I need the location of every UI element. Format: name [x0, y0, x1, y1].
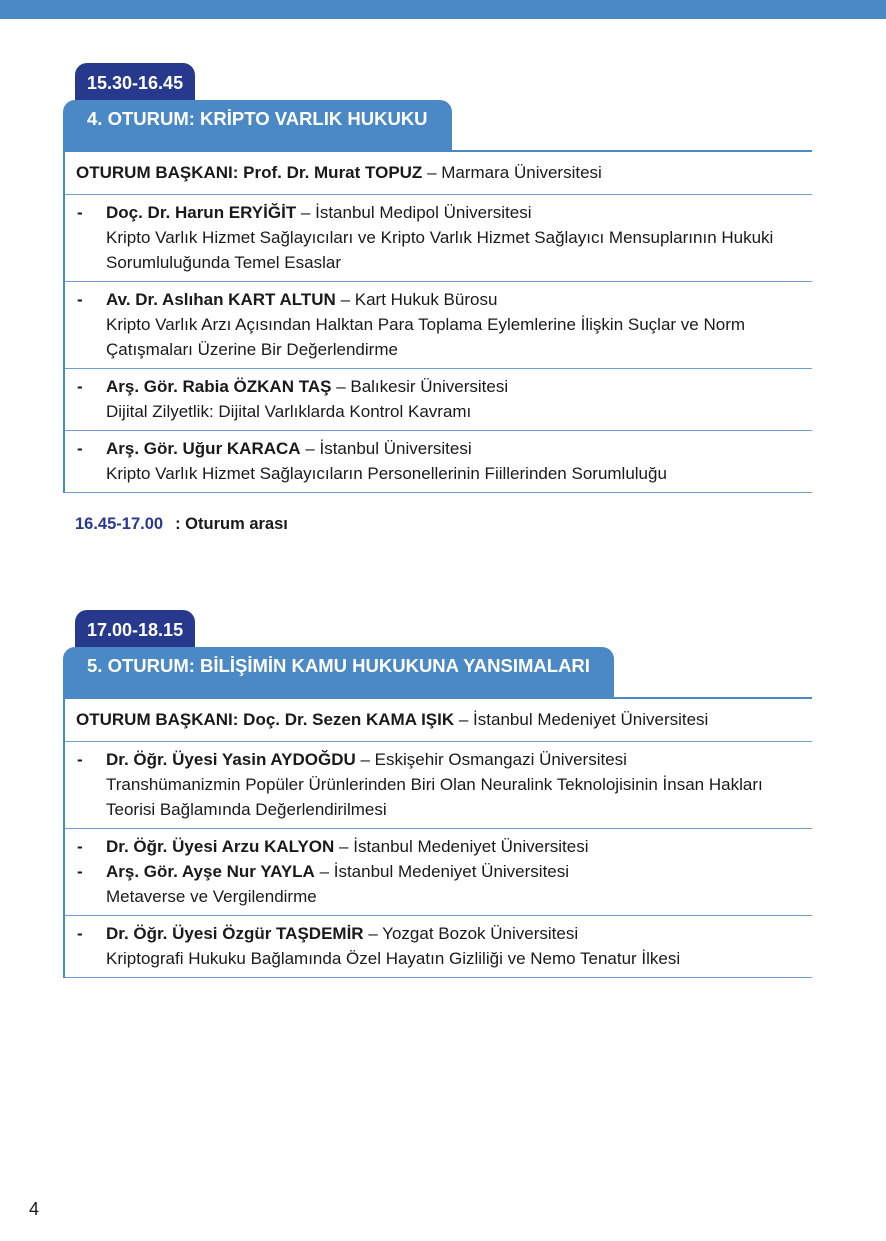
- talk-row: [65, 369, 812, 431]
- chair-row: [65, 152, 812, 195]
- speaker-line: [65, 374, 812, 399]
- talk-title-line: Kripto Varlık Arzı Açısından Halktan Para Toplama Eylemlerine İlişkin Suçlar ve Norm: [106, 315, 746, 334]
- speaker-name: Arş. Gör. Rabia ÖZKAN TAŞ: [106, 377, 332, 396]
- session-title-tab: 4. OTURUM: KRİPTO VARLIK HUKUKU: [63, 100, 452, 150]
- talk-title-line: Çatışmaları Üzerine Bir Değerlendirme: [106, 340, 398, 359]
- speaker-name: Dr. Öğr. Üyesi Yasin AYDOĞDU: [106, 750, 356, 769]
- session-table: [63, 150, 812, 493]
- talk-title-line: Kriptografi Hukuku Bağlamında Özel Hayatın Gizliliği ve Nemo Tenatur İlkesi: [106, 949, 681, 968]
- dash-bullet: -: [77, 924, 83, 943]
- chair-label: OTURUM BAŞKANI:: [76, 163, 239, 182]
- speaker-name: Dr. Öğr. Üyesi Özgür TAŞDEMİR: [106, 924, 364, 943]
- talk-title-line: Sorumluluğunda Temel Esaslar: [106, 253, 341, 272]
- session-time-tab: 15.30-16.45: [75, 63, 195, 101]
- chair-label: OTURUM BAŞKANI:: [76, 710, 239, 729]
- break-time: 16.45-17.00: [75, 515, 164, 533]
- dash-bullet: -: [77, 837, 83, 856]
- speaker-affiliation: – İstanbul Medipol Üniversitesi: [300, 203, 532, 222]
- page-number: 4: [29, 1199, 40, 1219]
- session-table: [63, 697, 812, 978]
- speaker-affiliation: – İstanbul Medeniyet Üniversitesi: [339, 837, 589, 856]
- talk-title-line: Kripto Varlık Hizmet Sağlayıcıları ve Kripto Varlık Hizmet Sağlayıcı Mensuplarının Hukuki: [106, 228, 774, 247]
- speaker-name: Doç. Dr. Harun ERYİĞİT: [106, 203, 297, 222]
- speaker-affiliation: – Yozgat Bozok Üniversitesi: [368, 924, 579, 943]
- talk-row: [65, 431, 812, 493]
- dash-bullet: -: [77, 203, 83, 222]
- speaker-line: [65, 436, 812, 461]
- talk-title-line: Dijital Zilyetlik: Dijital Varlıklarda Kontrol Kavramı: [106, 402, 472, 421]
- speaker-name: Av. Dr. Aslıhan KART ALTUN: [106, 290, 336, 309]
- break-note: [75, 515, 288, 534]
- speaker-name: Dr. Öğr. Üyesi Arzu KALYON: [106, 837, 335, 856]
- speaker-line: [65, 859, 812, 884]
- chair-affiliation: – İstanbul Medeniyet Üniversitesi: [458, 710, 709, 729]
- speaker-affiliation: – Eskişehir Osmangazi Üniversitesi: [360, 750, 627, 769]
- break-label: : Oturum arası: [175, 515, 288, 533]
- talk-title-line: Metaverse ve Vergilendirme: [106, 887, 317, 906]
- session-time-tab: 17.00-18.15: [75, 610, 195, 648]
- speaker-affiliation: – İstanbul Medeniyet Üniversitesi: [319, 862, 570, 881]
- speaker-line: [65, 747, 812, 772]
- talk-row: [65, 916, 812, 978]
- dash-bullet: -: [77, 290, 83, 309]
- talk-row: [65, 195, 812, 282]
- dash-bullet: -: [77, 377, 83, 396]
- speaker-line: [65, 921, 812, 946]
- talk-row: [65, 282, 812, 369]
- speaker-name: Arş. Gör. Ayşe Nur YAYLA: [106, 862, 315, 881]
- top-color-bar: [0, 0, 886, 19]
- speaker-line: [65, 200, 812, 225]
- speaker-affiliation: – Balıkesir Üniversitesi: [336, 377, 509, 396]
- chair-row: [65, 699, 812, 742]
- talk-row: [65, 742, 812, 829]
- speaker-affiliation: – Kart Hukuk Bürosu: [340, 290, 498, 309]
- chair-name: Doç. Dr. Sezen KAMA IŞIK: [243, 710, 455, 729]
- talk-row: [65, 829, 812, 916]
- chair-name: Prof. Dr. Murat TOPUZ: [243, 163, 423, 182]
- speaker-name: Arş. Gör. Uğur KARACA: [106, 439, 301, 458]
- speaker-affiliation: – İstanbul Üniversitesi: [305, 439, 472, 458]
- session-title-tab: 5. OTURUM: BİLİŞİMİN KAMU HUKUKUNA YANSIMALARI: [63, 647, 614, 697]
- dash-bullet: -: [77, 862, 83, 881]
- talk-title-line: Kripto Varlık Hizmet Sağlayıcıların Personellerinin Fiillerinden Sorumluluğu: [106, 464, 667, 483]
- talk-title-line: Teorisi Bağlamında Değerlendirilmesi: [106, 800, 387, 819]
- dash-bullet: -: [77, 750, 83, 769]
- speaker-line: [65, 834, 812, 859]
- dash-bullet: -: [77, 439, 83, 458]
- speaker-line: [65, 287, 812, 312]
- talk-title-line: Transhümanizmin Popüler Ürünlerinden Biri Olan Neuralink Teknolojisinin İnsan Hakları: [106, 775, 763, 794]
- chair-affiliation: – Marmara Üniversitesi: [427, 163, 602, 182]
